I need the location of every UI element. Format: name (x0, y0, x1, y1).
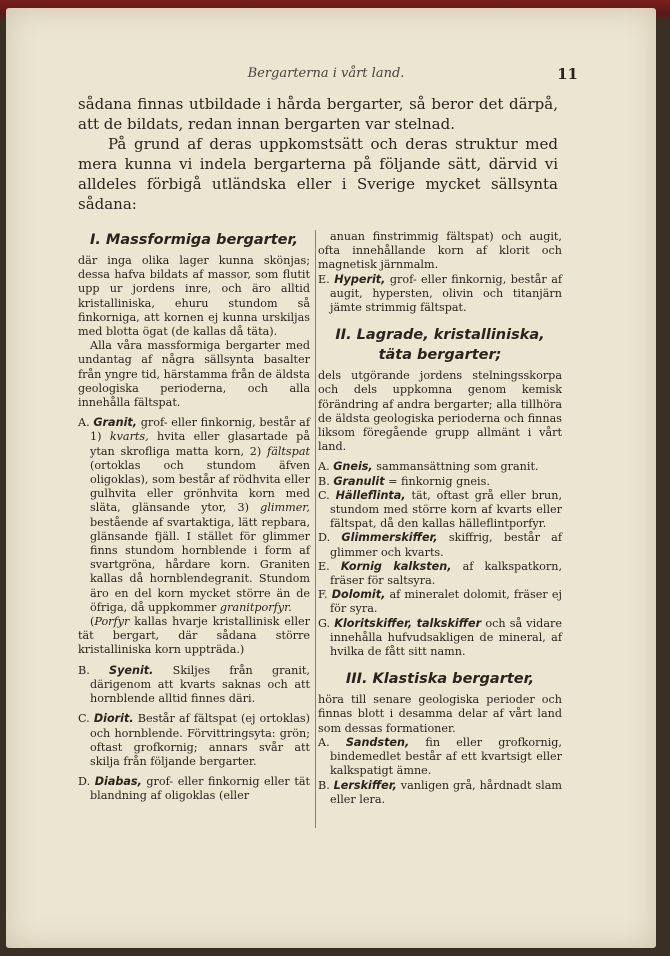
left-column (78, 230, 310, 804)
right-column (318, 230, 562, 807)
page-number: 11 (557, 65, 578, 83)
rock-entry-syenit: B. Syenit. Skiljes från granit, därigenom att kvarts saknas och att hornblende alltid finnes däri. (78, 663, 310, 706)
intro-text (78, 94, 558, 214)
rock-term: Hälleflinta, (335, 488, 406, 502)
rock-entry-kalksten: E. Kornig kalksten, af kalkspatkorn, fräser för saltsyra. (318, 559, 563, 588)
porfyr-note: (Porfyr kallas hvarje kristallinisk eller tät bergart, där sådana större kristalliniska korn uppträda.) (78, 615, 310, 657)
section-1-description: där inga olika lager kunna skönjas; dessa hafva bildats af massor, som flutit upp ur jordens inre, och äro alltid kristalliniska, ehuru stundom så finkorniga, att kornen ej kunna urskiljas med blotta ögat (de kallas då täta). (78, 254, 310, 339)
rock-term: Lerskiffer, (333, 778, 397, 792)
rock-term: Kornig kalksten, (340, 559, 452, 573)
rock-entry-hyperit: E. Hyperit, grof- eller finkornig, består af augit, hypersten, olivin och titanjärn jämte strimmig fältspat. (318, 272, 563, 315)
rock-term: Granulit (333, 474, 385, 488)
section-3-description: höra till senare geologiska perioder och finnas blott i desamma delar af vårt land som dessas formationer. (318, 693, 562, 735)
column-divider (315, 230, 316, 828)
section-heading-klastiska: III. Klastiska bergarter, (345, 671, 535, 688)
rock-term: Kloritskiffer, talkskiffer (334, 616, 482, 630)
book-page (6, 8, 656, 948)
rock-term: Hyperit, (334, 272, 386, 286)
rock-term: Granit, (93, 416, 138, 430)
rock-term: Sandsten, (345, 735, 410, 749)
rock-entry-lerskiffer: B. Lerskiffer, vanligen grå, hårdnadt slam eller lera. (318, 778, 562, 806)
rock-entry-halleflinta: C. Hälleflinta, tät, oftast grå eller brun, stundom med större korn af kvarts eller fältspat, då den kallas hälleflintporfyr. (318, 488, 562, 531)
diabas-continuation: anuan finstrimmig fältspat) och augit, ofta innehållande korn af klorit och magnetisk järnmalm. (318, 230, 562, 272)
rock-term: Syenit. (109, 663, 154, 677)
section-2-description: dels utgörande jordens stelningsskorpa och dels uppkomna genom kemisk förändring af andra bergarter; alla tillhöra de äldsta geologiska perioderna och finnas liksom föregående grupp allmänt i vårt land. (318, 369, 562, 454)
rock-term: Glimmerskiffer, (341, 531, 438, 545)
rock-entry-kloritskiffer: G. Kloritskiffer, talkskiffer och så vidare innehålla hufvudsakligen de mineral, af hvilka de fått sitt namn. (318, 616, 562, 659)
rock-entry-sandsten: A. Sandsten, fin eller grofkornig, bindemedlet består af ett kvartsigt eller kalkspatigt ämne. (318, 735, 562, 778)
rock-entry-diorit: C. Diorit. Består af fältspat (ej ortoklas) och hornblende. Förvittringsyta: grön; oftast grofkornig; annars svår att skilja från följande bergarter. (78, 712, 310, 768)
rock-entry-diabas: D. Diabas, grof- eller finkornig eller tät blandning af oligoklas (eller (78, 775, 310, 803)
intro-paragraph-1: sådana finnas utbildade i hårda bergarter, så beror det därpå, att de bildats, redan innan bergarten var stelnad. (78, 95, 558, 133)
running-title: Bergarterna i vårt land. (247, 66, 405, 81)
rock-term: Dolomit, (331, 588, 386, 602)
intro-paragraph-2: På grund af deras uppkomstsätt och deras struktur med mera kunna vi indela bergarterna på följande sätt, därvid vi alldeles förbigå utländska eller i Sverige mycket sällsynta sådana: (78, 135, 558, 213)
rock-entry-granulit: B. Granulit = finkornig gneis. (318, 474, 490, 488)
rock-entry-glimmerskiffer: D. Glimmerskiffer, skiffrig, består af glimmer och kvarts. (318, 531, 562, 559)
rock-term: Diorit. (93, 712, 134, 726)
section-heading-lagrade: II. Lagrade, kristalliniska, täta bergarter; (335, 327, 545, 364)
section-heading-massformiga: I. Massformiga bergarter, (89, 232, 299, 248)
rock-entry-dolomit: F. Dolomit, af mineralet dolomit, fräser ej för syra. (318, 588, 562, 616)
page-header (6, 66, 656, 86)
rock-term: Diabas, (94, 775, 142, 789)
rock-term: Gneis, (333, 460, 373, 474)
section-1-note: Alla våra massformiga bergarter med undantag af några sällsynta basalter från yngre tid, härstamma från de äldsta geologiska perioderna, och alla innehålla fältspat. (78, 339, 310, 410)
rock-entry-gneis: A. Gneis, sammansättning som granit. (318, 460, 539, 474)
rock-entry-granit: A. Granit, grof- eller finkornig, består af 1) kvarts, hvita eller glasartade på ytan skrofliga matta korn, 2) fältspat (ortoklas och stundom äfven oligoklas), som består af rödhvita eller gulhvita eller grönhvita korn med släta, glänsande ytor, 3) glimmer, bestående af svartaktiga, lätt repbara, glänsande fjäll. I stället för glimmer finns stundom hornblende i form af svartgröna, hårdare korn. Graniten kallas då hornblendegranit. Stundom äro en del korn mycket större än de öfriga, då uppkommer granitporfyr. (78, 416, 310, 614)
